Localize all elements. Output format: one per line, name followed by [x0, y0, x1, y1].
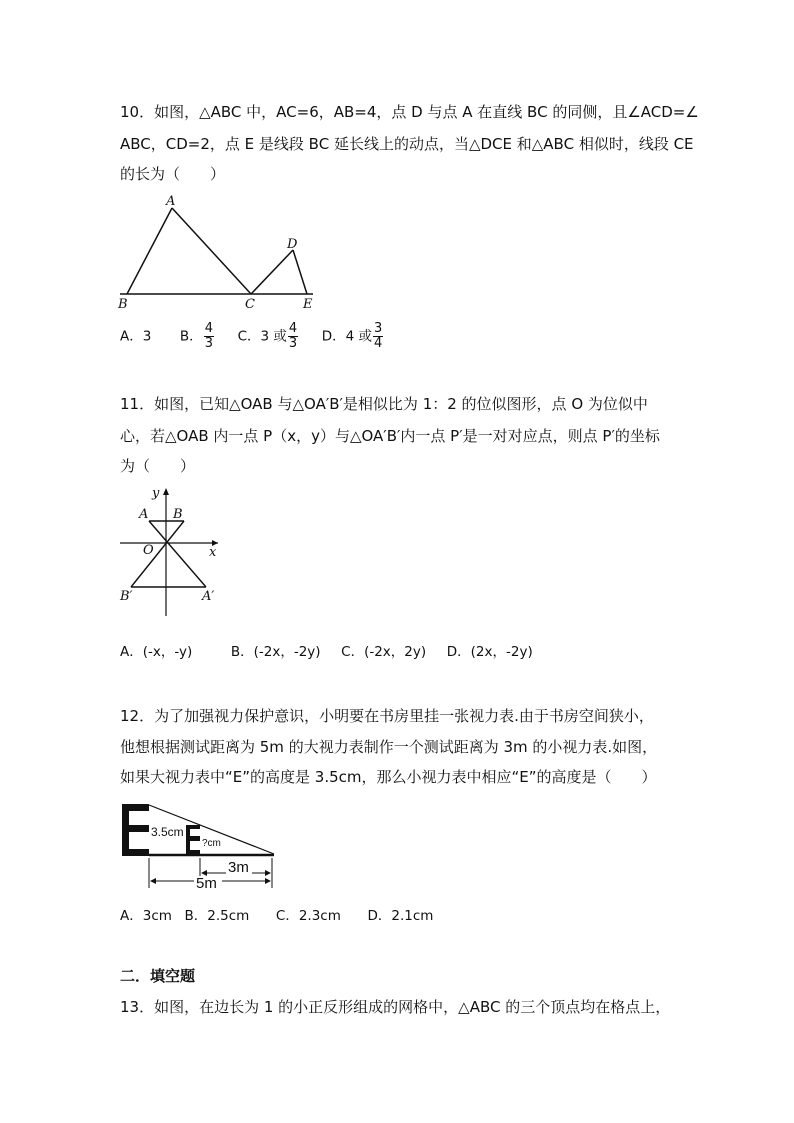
- q12-line-2: 他想根据测试距离为 5m 的大视力表制作一个测试距离为 3m 的小视力表.如图，: [120, 738, 658, 756]
- q10-option-a: A．3: [120, 328, 152, 345]
- q12-option-c: C．2.3cm: [275, 908, 341, 924]
- q11-axis-label-y: y: [152, 486, 160, 501]
- q10-label-C: C: [245, 297, 255, 310]
- q11-line-3: 为（ ）: [120, 457, 196, 475]
- q10-line-3: 的长为（ ）: [120, 165, 226, 183]
- q11-options: [120, 640, 533, 660]
- q10-option-c-prefix: C．3 或: [237, 328, 287, 345]
- q12-line-3: 如果大视力表中“E”的高度是 3.5cm，那么小视力表中相应“E”的高度是（ ）: [120, 768, 657, 786]
- q12-eye-chart-figure: [118, 800, 280, 892]
- q11-option-c: C．(-2x，2y): [341, 644, 427, 660]
- q11-label-B: B: [173, 507, 183, 522]
- q10-line-2: ABC，CD=2，点 E 是线段 BC 延长线上的动点，当△DCE 和△ABC 相似时，线段 CE: [120, 135, 694, 153]
- q12-label-3m: 3m: [228, 859, 249, 876]
- q11-option-d: D．(2x，-2y): [446, 644, 533, 660]
- q11-axis-label-x: x: [209, 545, 217, 560]
- q12-option-b: B．2.5cm: [184, 908, 250, 924]
- q13-line-1: 13．如图，在边长为 1 的小正反形组成的网格中，△ABC 的三个顶点均在格点上，: [120, 998, 671, 1016]
- section-heading-fill-in: 二．填空题: [120, 967, 196, 985]
- q10-option-c-den: 3: [288, 336, 298, 351]
- q10-option-b-den: 3: [204, 336, 213, 351]
- q12-label-big-height: 3.5cm: [151, 825, 184, 839]
- q11-homothety-figure: [110, 484, 230, 618]
- q10-option-c-num: 4: [288, 321, 298, 336]
- q12-option-d: D．2.1cm: [367, 908, 434, 924]
- q11-option-b: B．(-2x，-2y): [230, 644, 321, 660]
- q11-option-a: A．(-x，-y): [120, 644, 193, 660]
- q10-options: [120, 322, 384, 351]
- q11-label-A-prime: A′: [202, 589, 215, 604]
- q11-line-2: 心，若△OAB 内一点 P（x，y）与△OA′B′内一点 P′是一对对应点，则点 P′的坐标: [120, 427, 660, 445]
- q10-label-B: B: [118, 297, 128, 310]
- q12-options: [120, 904, 433, 924]
- q10-option-b-fraction: [204, 322, 214, 351]
- q10-option-c-fraction: [288, 322, 298, 351]
- q10-label-A: A: [166, 194, 176, 209]
- q12-label-small-height: ?cm: [202, 838, 221, 849]
- q10-option-d-fraction: [373, 322, 383, 351]
- q10-label-E: E: [303, 297, 313, 310]
- q10-triangle-figure: [110, 192, 330, 310]
- q10-option-d-den: 4: [374, 336, 383, 351]
- q11-line-1: 11．如图，已知△OAB 与△OA′B′是相似比为 1：2 的位似图形，点 O 为位似中: [120, 395, 648, 413]
- q10-option-d-num: 3: [374, 321, 383, 336]
- q10-option-d-prefix: D．4 或: [321, 328, 373, 345]
- q12-label-5m: 5m: [196, 875, 217, 892]
- q12-line-1: 12．为了加强视力保护意识，小明要在书房里挂一张视力表.由于书房空间狭小，: [120, 707, 654, 725]
- q11-label-B-prime: B′: [120, 589, 133, 604]
- q10-option-b-num: 4: [204, 321, 213, 336]
- q10-line-1: 10．如图，△ABC 中，AC=6，AB=4，点 D 与点 A 在直线 BC 的同侧，且∠ACD=∠: [120, 103, 699, 121]
- q11-label-O: O: [143, 543, 154, 558]
- q12-option-a: A．3cm: [120, 908, 172, 924]
- q10-label-D: D: [287, 237, 298, 252]
- q10-option-b-prefix: B．: [179, 328, 203, 345]
- q11-label-A: A: [139, 507, 149, 522]
